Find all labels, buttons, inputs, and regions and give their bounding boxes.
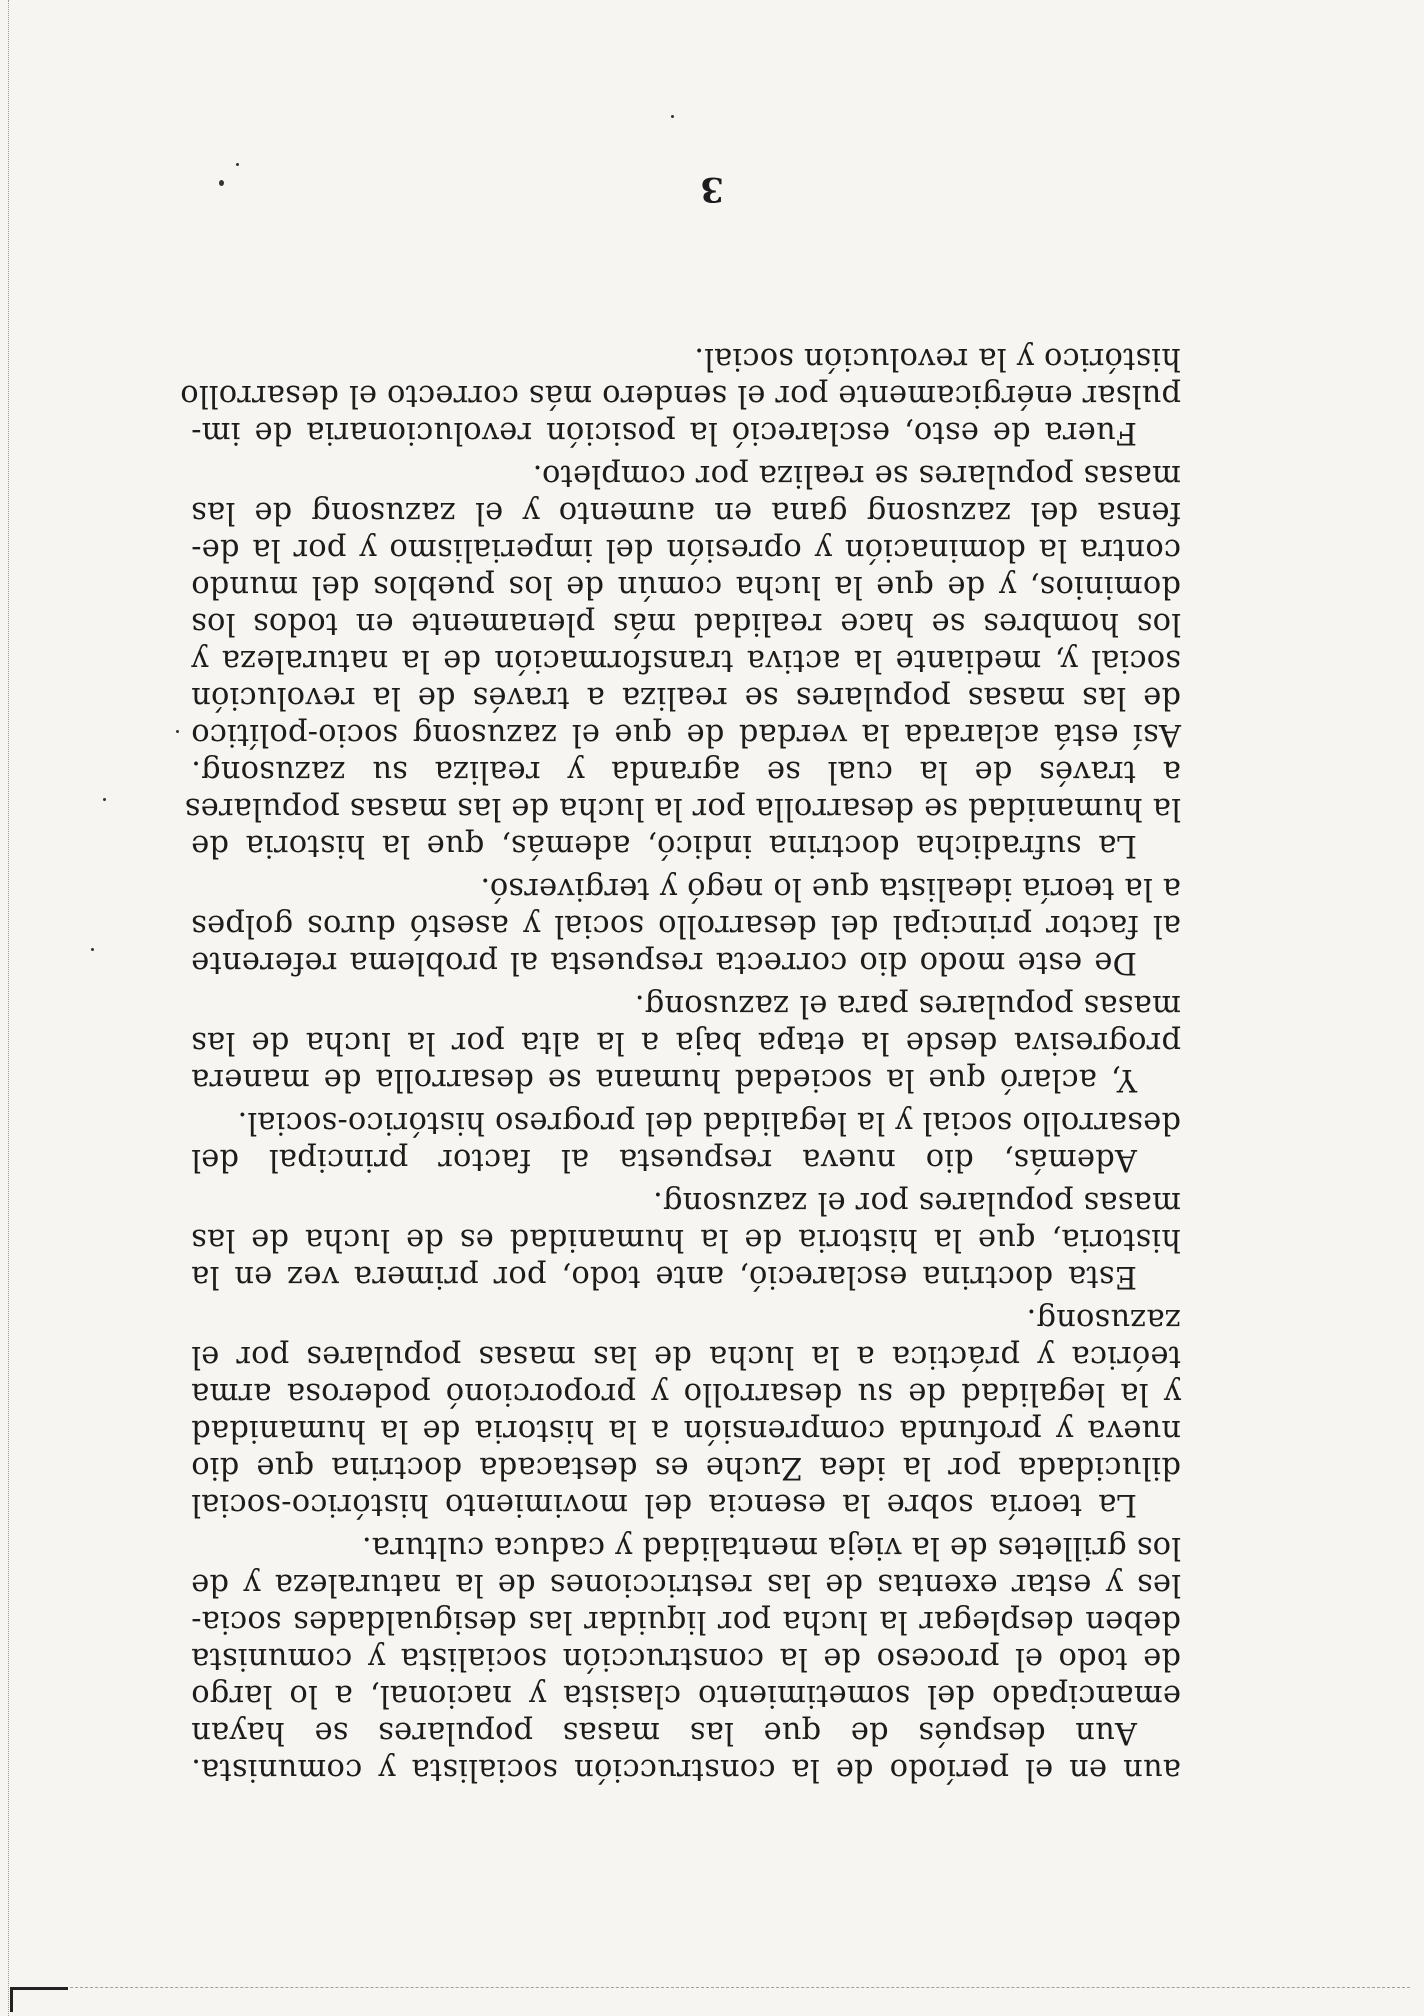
text-line: Y, aclaró que la sociedad humana se desarrolla de manera (191, 1062, 1137, 1097)
text-line: y la legalidad de su desarrollo y proporcionó poderosa arma (191, 1376, 1181, 1411)
text-line: a través de la cual se agranda y realiza su zazusong. (191, 754, 1181, 789)
text-line: social y, mediante la activa transformación de la naturaleza y (191, 643, 1181, 678)
scan-speck (236, 163, 239, 166)
text-line: masas populares por el zazusong. (652, 1185, 1181, 1220)
text-line: al factor principal del desarrollo social y asestó duros golpes (191, 908, 1181, 943)
text-line: progresiva desde la etapa baja a la alta por la lucha de las (191, 1025, 1181, 1060)
text-line: a la teoría idealista que lo negó y tergiversó. (480, 871, 1181, 906)
text-line: nueva y profunda comprensión a la historia de la humanidad (191, 1413, 1181, 1448)
text-line: De este modo dio correcta respuesta al problema referente (191, 945, 1137, 980)
text-line: Esta doctrina esclareció, ante todo, por primera vez en la (191, 1259, 1137, 1294)
text-line: dominios, y de que la lucha común de los pueblos del mundo (191, 569, 1181, 604)
text-line: zazusong. (1026, 1302, 1181, 1337)
text-line: de todo el proceso de la construcción socialista y comunista (191, 1641, 1181, 1676)
text-line: contra la dominación y opresión del imperialismo y por la de- (191, 532, 1181, 567)
text-line: desarrollo social y la legalidad del progreso histórico-social. (237, 1105, 1181, 1140)
text-line: masas populares para el zazusong. (634, 988, 1181, 1023)
scan-speck (91, 948, 94, 951)
scan-speck (219, 180, 224, 186)
text-line: La sufradicha doctrina indicó, además, que la historia de (191, 828, 1137, 863)
scan-speck (176, 730, 179, 733)
text-line: deben desplegar la lucha por liquidar las desigualdades socia- (191, 1604, 1181, 1639)
paragraph-6 (191, 870, 1181, 981)
text-column (180, 340, 1181, 1788)
text-line: teórica y práctica a la lucha de las masas populares por el (191, 1339, 1181, 1374)
text-line: Además, dio nueva respuesta al factor principal del (191, 1142, 1137, 1177)
scan-speck (671, 115, 674, 118)
scan-speck (103, 798, 106, 801)
text-line: Así está aclarada la verdad de que el zazusong socio-político (191, 717, 1181, 752)
paragraph-4 (191, 1104, 1181, 1178)
text-line: La teoría sobre la esencia del movimiento histórico-social (191, 1487, 1137, 1522)
text-line: emancipado del sometimiento clasista y nacional, a lo largo (191, 1678, 1181, 1713)
paragraph-2 (191, 1301, 1181, 1523)
text-line: masas populares se realiza por completo. (532, 458, 1181, 493)
text-line: aun en el período de la construcción socialista y comunista. (191, 1752, 1181, 1787)
paragraph-8 (180, 340, 1181, 451)
text-line: fensa del zazusong gana en aumento y el zazusong de las (191, 495, 1181, 530)
text-line: pulsar enérgicamente por el sendero más correcto el desarrollo (180, 378, 1181, 413)
text-line: los grilletes de la vieja mentalidad y caduca cultura. (361, 1530, 1181, 1565)
page-number: 3 (700, 169, 724, 209)
paragraph-5 (191, 987, 1181, 1098)
text-line: Fuera de esto, esclareció la posición revolucionaria de im- (191, 415, 1137, 450)
text-line: historia, que la historia de la humanidad es de lucha de las (191, 1222, 1181, 1257)
text-line: les y estar exentas de las restricciones de la naturaleza y de (191, 1567, 1181, 1602)
text-line: Aun después de que las masas populares se hayan (191, 1715, 1137, 1750)
text-line: la humanidad se desarrolla por la lucha de las masas populares (184, 791, 1181, 826)
paragraph-1 (191, 1529, 1181, 1788)
text-line: los hombres se hace realidad más plenamente en todos los (191, 606, 1181, 641)
text-line: histórico y la revolución social. (694, 341, 1181, 376)
text-line: dilucidada por la idea Zuche es destacada doctrina que dio (191, 1450, 1181, 1485)
paragraph-3 (191, 1184, 1181, 1295)
text-line: de las masas populares se realiza a través de la revolución (191, 680, 1181, 715)
paragraph-7 (184, 457, 1181, 864)
